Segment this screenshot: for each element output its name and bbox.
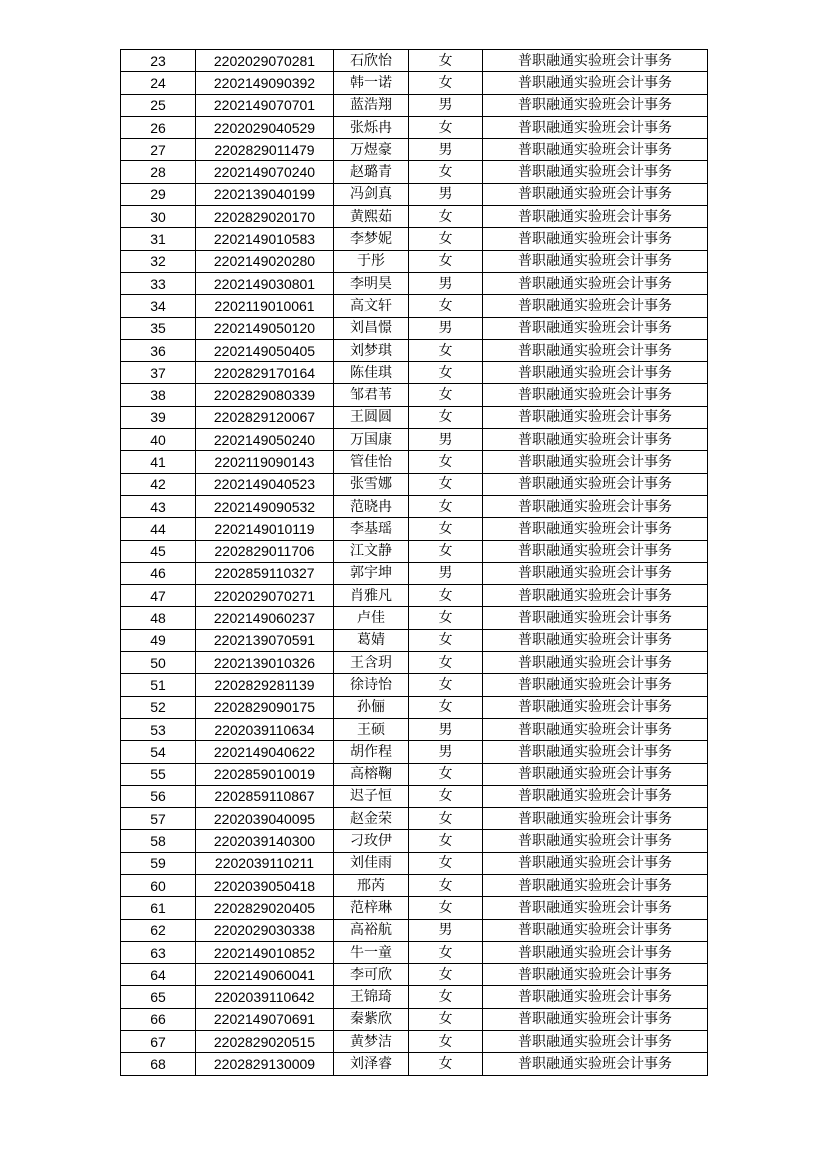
student-id-cell: 2202149060041 (196, 964, 334, 986)
student-name-cell: 李梦妮 (334, 228, 409, 250)
table-row (121, 406, 708, 428)
student-id-cell: 2202039110211 (196, 852, 334, 874)
table-row (121, 228, 708, 250)
table-row (121, 94, 708, 116)
gender-cell: 女 (409, 518, 483, 540)
student-name-cell: 范梓琳 (334, 897, 409, 919)
table-row (121, 139, 708, 161)
class-name-cell: 普职融通实验班会计事务 (483, 652, 708, 674)
class-name-cell: 普职融通实验班会计事务 (483, 808, 708, 830)
row-number-cell: 27 (121, 139, 196, 161)
student-id-cell: 2202829170164 (196, 362, 334, 384)
gender-cell: 男 (409, 317, 483, 339)
student-id-cell: 2202149050240 (196, 429, 334, 451)
class-name-cell: 普职融通实验班会计事务 (483, 964, 708, 986)
student-id-cell: 2202149010583 (196, 228, 334, 250)
table-row (121, 741, 708, 763)
table-row (121, 161, 708, 183)
row-number-cell: 59 (121, 852, 196, 874)
table-row (121, 1031, 708, 1053)
student-id-cell: 2202119010061 (196, 295, 334, 317)
table-row (121, 852, 708, 874)
table-row (121, 495, 708, 517)
student-name-cell: 胡作程 (334, 741, 409, 763)
row-number-cell: 55 (121, 763, 196, 785)
row-number-cell: 46 (121, 562, 196, 584)
gender-cell: 女 (409, 339, 483, 361)
student-id-cell: 2202039040095 (196, 808, 334, 830)
student-name-cell: 高榕鞠 (334, 763, 409, 785)
student-id-cell: 2202149040523 (196, 473, 334, 495)
row-number-cell: 60 (121, 874, 196, 896)
class-name-cell: 普职融通实验班会计事务 (483, 830, 708, 852)
student-name-cell: 范晓冉 (334, 495, 409, 517)
class-name-cell: 普职融通实验班会计事务 (483, 406, 708, 428)
row-number-cell: 30 (121, 206, 196, 228)
class-name-cell: 普职融通实验班会计事务 (483, 183, 708, 205)
row-number-cell: 49 (121, 629, 196, 651)
class-name-cell: 普职融通实验班会计事务 (483, 161, 708, 183)
class-name-cell: 普职融通实验班会计事务 (483, 451, 708, 473)
student-name-cell: 邢芮 (334, 874, 409, 896)
class-name-cell: 普职融通实验班会计事务 (483, 362, 708, 384)
student-name-cell: 黄熙茹 (334, 206, 409, 228)
student-name-cell: 万国康 (334, 429, 409, 451)
gender-cell: 男 (409, 429, 483, 451)
gender-cell: 女 (409, 406, 483, 428)
gender-cell: 女 (409, 206, 483, 228)
table-row (121, 295, 708, 317)
table-row (121, 72, 708, 94)
gender-cell: 男 (409, 562, 483, 584)
table-row (121, 451, 708, 473)
table-row (121, 362, 708, 384)
table-row (121, 183, 708, 205)
student-id-cell: 2202029040529 (196, 116, 334, 138)
row-number-cell: 23 (121, 50, 196, 72)
table-row (121, 50, 708, 72)
class-name-cell: 普职融通实验班会计事务 (483, 629, 708, 651)
student-id-cell: 2202149070701 (196, 94, 334, 116)
gender-cell: 女 (409, 964, 483, 986)
student-name-cell: 江文静 (334, 540, 409, 562)
row-number-cell: 29 (121, 183, 196, 205)
student-name-cell: 刘昌憬 (334, 317, 409, 339)
row-number-cell: 39 (121, 406, 196, 428)
table-row (121, 830, 708, 852)
student-name-cell: 张雪娜 (334, 473, 409, 495)
class-name-cell: 普职融通实验班会计事务 (483, 540, 708, 562)
table-row (121, 763, 708, 785)
table-row (121, 206, 708, 228)
student-roster-table (120, 49, 708, 1076)
student-name-cell: 王含玥 (334, 652, 409, 674)
table-row (121, 540, 708, 562)
table-row (121, 941, 708, 963)
class-name-cell: 普职融通实验班会计事务 (483, 317, 708, 339)
gender-cell: 女 (409, 540, 483, 562)
class-name-cell: 普职融通实验班会计事务 (483, 562, 708, 584)
table-row (121, 986, 708, 1008)
table-row (121, 652, 708, 674)
row-number-cell: 35 (121, 317, 196, 339)
table-row (121, 808, 708, 830)
row-number-cell: 52 (121, 696, 196, 718)
student-id-cell: 2202039140300 (196, 830, 334, 852)
gender-cell: 女 (409, 674, 483, 696)
student-name-cell: 王硕 (334, 718, 409, 740)
table-row (121, 339, 708, 361)
row-number-cell: 65 (121, 986, 196, 1008)
student-name-cell: 刘梦琪 (334, 339, 409, 361)
class-name-cell: 普职融通实验班会计事务 (483, 473, 708, 495)
table-row (121, 785, 708, 807)
student-id-cell: 2202829020515 (196, 1031, 334, 1053)
student-id-cell: 2202029070281 (196, 50, 334, 72)
class-name-cell: 普职融通实验班会计事务 (483, 518, 708, 540)
student-name-cell: 徐诗怡 (334, 674, 409, 696)
row-number-cell: 24 (121, 72, 196, 94)
table-row (121, 696, 708, 718)
student-name-cell: 葛婧 (334, 629, 409, 651)
class-name-cell: 普职融通实验班会计事务 (483, 1031, 708, 1053)
class-name-cell: 普职融通实验班会计事务 (483, 986, 708, 1008)
student-id-cell: 2202859110867 (196, 785, 334, 807)
row-number-cell: 50 (121, 652, 196, 674)
gender-cell: 女 (409, 295, 483, 317)
row-number-cell: 67 (121, 1031, 196, 1053)
class-name-cell: 普职融通实验班会计事务 (483, 206, 708, 228)
student-id-cell: 2202829020170 (196, 206, 334, 228)
class-name-cell: 普职融通实验班会计事务 (483, 674, 708, 696)
student-name-cell: 邹君苇 (334, 384, 409, 406)
class-name-cell: 普职融通实验班会计事务 (483, 1053, 708, 1075)
gender-cell: 女 (409, 785, 483, 807)
student-id-cell: 2202829120067 (196, 406, 334, 428)
row-number-cell: 38 (121, 384, 196, 406)
gender-cell: 女 (409, 384, 483, 406)
class-name-cell: 普职融通实验班会计事务 (483, 429, 708, 451)
row-number-cell: 56 (121, 785, 196, 807)
row-number-cell: 45 (121, 540, 196, 562)
class-name-cell: 普职融通实验班会计事务 (483, 941, 708, 963)
student-id-cell: 2202139070591 (196, 629, 334, 651)
row-number-cell: 57 (121, 808, 196, 830)
gender-cell: 女 (409, 451, 483, 473)
student-name-cell: 赵金荣 (334, 808, 409, 830)
student-id-cell: 2202829090175 (196, 696, 334, 718)
student-id-cell: 2202829011479 (196, 139, 334, 161)
student-id-cell: 2202119090143 (196, 451, 334, 473)
table-row (121, 317, 708, 339)
gender-cell: 女 (409, 116, 483, 138)
row-number-cell: 34 (121, 295, 196, 317)
gender-cell: 女 (409, 228, 483, 250)
class-name-cell: 普职融通实验班会计事务 (483, 785, 708, 807)
row-number-cell: 31 (121, 228, 196, 250)
table-row (121, 718, 708, 740)
row-number-cell: 62 (121, 919, 196, 941)
class-name-cell: 普职融通实验班会计事务 (483, 228, 708, 250)
table-row (121, 1008, 708, 1030)
gender-cell: 女 (409, 607, 483, 629)
class-name-cell: 普职融通实验班会计事务 (483, 607, 708, 629)
student-id-cell: 2202149060237 (196, 607, 334, 629)
table-row (121, 473, 708, 495)
class-name-cell: 普职融通实验班会计事务 (483, 897, 708, 919)
student-name-cell: 王圆圆 (334, 406, 409, 428)
gender-cell: 男 (409, 272, 483, 294)
gender-cell: 女 (409, 1053, 483, 1075)
gender-cell: 女 (409, 808, 483, 830)
row-number-cell: 42 (121, 473, 196, 495)
student-name-cell: 李可欣 (334, 964, 409, 986)
table-row (121, 116, 708, 138)
class-name-cell: 普职融通实验班会计事务 (483, 116, 708, 138)
student-name-cell: 高裕航 (334, 919, 409, 941)
table-row (121, 607, 708, 629)
student-id-cell: 2202859010019 (196, 763, 334, 785)
class-name-cell: 普职融通实验班会计事务 (483, 919, 708, 941)
row-number-cell: 40 (121, 429, 196, 451)
student-id-cell: 2202149010119 (196, 518, 334, 540)
student-name-cell: 卢佳 (334, 607, 409, 629)
class-name-cell: 普职融通实验班会计事务 (483, 339, 708, 361)
student-id-cell: 2202149050120 (196, 317, 334, 339)
gender-cell: 男 (409, 741, 483, 763)
row-number-cell: 33 (121, 272, 196, 294)
student-name-cell: 刘泽睿 (334, 1053, 409, 1075)
student-name-cell: 李基瑶 (334, 518, 409, 540)
student-id-cell: 2202139040199 (196, 183, 334, 205)
student-name-cell: 高文轩 (334, 295, 409, 317)
row-number-cell: 32 (121, 250, 196, 272)
student-name-cell: 于彤 (334, 250, 409, 272)
student-id-cell: 2202149090532 (196, 495, 334, 517)
table-row (121, 272, 708, 294)
student-name-cell: 冯剑真 (334, 183, 409, 205)
table-row (121, 250, 708, 272)
class-name-cell: 普职融通实验班会计事务 (483, 696, 708, 718)
gender-cell: 女 (409, 941, 483, 963)
row-number-cell: 26 (121, 116, 196, 138)
student-id-cell: 2202859110327 (196, 562, 334, 584)
student-name-cell: 韩一诺 (334, 72, 409, 94)
row-number-cell: 58 (121, 830, 196, 852)
gender-cell: 女 (409, 652, 483, 674)
student-name-cell: 郭宇坤 (334, 562, 409, 584)
student-name-cell: 孙俪 (334, 696, 409, 718)
student-id-cell: 2202829281139 (196, 674, 334, 696)
class-name-cell: 普职融通实验班会计事务 (483, 72, 708, 94)
gender-cell: 女 (409, 473, 483, 495)
student-name-cell: 王锦琦 (334, 986, 409, 1008)
class-name-cell: 普职融通实验班会计事务 (483, 718, 708, 740)
student-name-cell: 万煜豪 (334, 139, 409, 161)
gender-cell: 女 (409, 72, 483, 94)
row-number-cell: 44 (121, 518, 196, 540)
class-name-cell: 普职融通实验班会计事务 (483, 139, 708, 161)
student-id-cell: 2202029030338 (196, 919, 334, 941)
gender-cell: 女 (409, 250, 483, 272)
row-number-cell: 51 (121, 674, 196, 696)
class-name-cell: 普职融通实验班会计事务 (483, 763, 708, 785)
row-number-cell: 37 (121, 362, 196, 384)
student-id-cell: 2202039110642 (196, 986, 334, 1008)
student-id-cell: 2202829011706 (196, 540, 334, 562)
table-row (121, 674, 708, 696)
student-id-cell: 2202149040622 (196, 741, 334, 763)
gender-cell: 女 (409, 874, 483, 896)
student-id-cell: 2202149020280 (196, 250, 334, 272)
gender-cell: 男 (409, 139, 483, 161)
row-number-cell: 63 (121, 941, 196, 963)
table-row (121, 585, 708, 607)
student-id-cell: 2202829020405 (196, 897, 334, 919)
row-number-cell: 68 (121, 1053, 196, 1075)
student-name-cell: 刁玫伊 (334, 830, 409, 852)
roster-body (121, 50, 708, 1076)
student-name-cell: 秦紫欣 (334, 1008, 409, 1030)
student-name-cell: 石欣怡 (334, 50, 409, 72)
row-number-cell: 53 (121, 718, 196, 740)
student-name-cell: 管佳怡 (334, 451, 409, 473)
gender-cell: 女 (409, 830, 483, 852)
student-name-cell: 陈佳琪 (334, 362, 409, 384)
student-id-cell: 2202039110634 (196, 718, 334, 740)
table-row (121, 429, 708, 451)
class-name-cell: 普职融通实验班会计事务 (483, 384, 708, 406)
class-name-cell: 普职融通实验班会计事务 (483, 272, 708, 294)
student-id-cell: 2202149070240 (196, 161, 334, 183)
class-name-cell: 普职融通实验班会计事务 (483, 1008, 708, 1030)
class-name-cell: 普职融通实验班会计事务 (483, 741, 708, 763)
gender-cell: 女 (409, 696, 483, 718)
student-name-cell: 牛一童 (334, 941, 409, 963)
gender-cell: 男 (409, 919, 483, 941)
table-row (121, 384, 708, 406)
row-number-cell: 54 (121, 741, 196, 763)
gender-cell: 男 (409, 183, 483, 205)
class-name-cell: 普职融通实验班会计事务 (483, 94, 708, 116)
student-id-cell: 2202139010326 (196, 652, 334, 674)
table-row (121, 874, 708, 896)
student-name-cell: 李明昊 (334, 272, 409, 294)
student-name-cell: 刘佳雨 (334, 852, 409, 874)
gender-cell: 女 (409, 763, 483, 785)
gender-cell: 女 (409, 50, 483, 72)
student-id-cell: 2202149090392 (196, 72, 334, 94)
class-name-cell: 普职融通实验班会计事务 (483, 250, 708, 272)
class-name-cell: 普职融通实验班会计事务 (483, 874, 708, 896)
table-row (121, 897, 708, 919)
table-row (121, 1053, 708, 1075)
row-number-cell: 41 (121, 451, 196, 473)
table-row (121, 919, 708, 941)
student-name-cell: 张烁冉 (334, 116, 409, 138)
gender-cell: 男 (409, 94, 483, 116)
gender-cell: 女 (409, 1008, 483, 1030)
student-id-cell: 2202829080339 (196, 384, 334, 406)
row-number-cell: 48 (121, 607, 196, 629)
gender-cell: 女 (409, 629, 483, 651)
gender-cell: 女 (409, 495, 483, 517)
student-id-cell: 2202149030801 (196, 272, 334, 294)
class-name-cell: 普职融通实验班会计事务 (483, 495, 708, 517)
row-number-cell: 66 (121, 1008, 196, 1030)
student-name-cell: 赵璐青 (334, 161, 409, 183)
gender-cell: 女 (409, 362, 483, 384)
row-number-cell: 64 (121, 964, 196, 986)
row-number-cell: 43 (121, 495, 196, 517)
gender-cell: 女 (409, 986, 483, 1008)
table-row (121, 562, 708, 584)
gender-cell: 女 (409, 852, 483, 874)
row-number-cell: 36 (121, 339, 196, 361)
student-id-cell: 2202039050418 (196, 874, 334, 896)
gender-cell: 女 (409, 1031, 483, 1053)
table-row (121, 629, 708, 651)
class-name-cell: 普职融通实验班会计事务 (483, 852, 708, 874)
student-id-cell: 2202029070271 (196, 585, 334, 607)
row-number-cell: 25 (121, 94, 196, 116)
student-id-cell: 2202149050405 (196, 339, 334, 361)
class-name-cell: 普职融通实验班会计事务 (483, 585, 708, 607)
gender-cell: 女 (409, 897, 483, 919)
table-row (121, 518, 708, 540)
student-id-cell: 2202149070691 (196, 1008, 334, 1030)
table-row (121, 964, 708, 986)
student-id-cell: 2202149010852 (196, 941, 334, 963)
row-number-cell: 47 (121, 585, 196, 607)
gender-cell: 男 (409, 718, 483, 740)
gender-cell: 女 (409, 161, 483, 183)
class-name-cell: 普职融通实验班会计事务 (483, 295, 708, 317)
class-name-cell: 普职融通实验班会计事务 (483, 50, 708, 72)
student-name-cell: 蓝浩翔 (334, 94, 409, 116)
student-name-cell: 黄梦洁 (334, 1031, 409, 1053)
row-number-cell: 61 (121, 897, 196, 919)
row-number-cell: 28 (121, 161, 196, 183)
student-name-cell: 迟子恒 (334, 785, 409, 807)
student-name-cell: 肖雅凡 (334, 585, 409, 607)
gender-cell: 女 (409, 585, 483, 607)
student-id-cell: 2202829130009 (196, 1053, 334, 1075)
